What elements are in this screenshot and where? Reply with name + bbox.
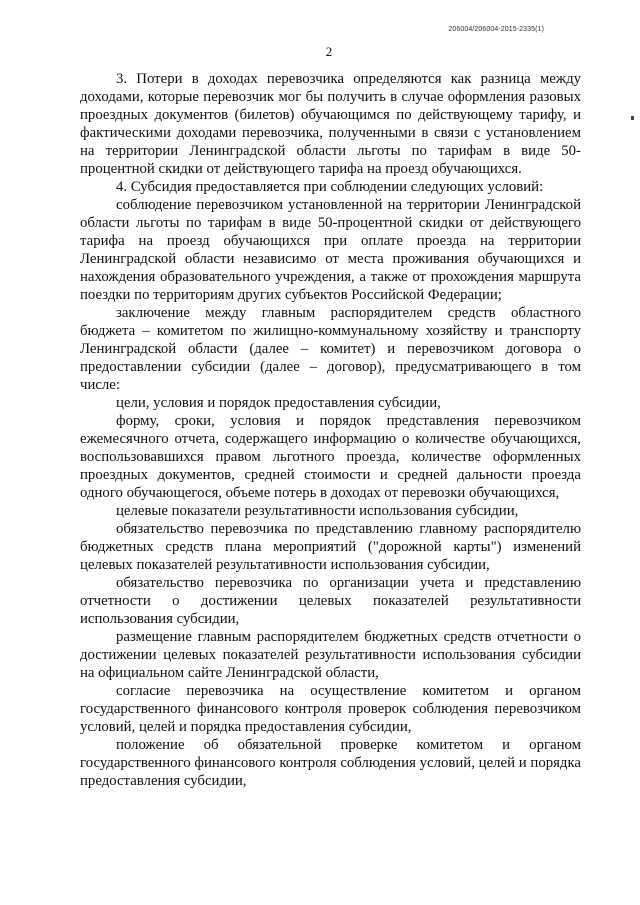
paragraph-roadmap: обязательство перевозчика по представлению главному распорядителю бюджетных средств плана мероприятий ("дорожной карты") изменений целевых показателей результативности использования субсидии,: [80, 521, 581, 573]
paragraph-target-indicators: целевые показатели результативности использования субсидии,: [116, 503, 519, 519]
paragraph-monthly-report: форму, сроки, условия и порядок представления перевозчиком ежемесячного отчета, содержащего информацию о количестве обучающихся, воспользовавшихся правом льготного проезда, количестве оформленных проездных документов, средней стоимости и средней дальности проезда одного обучающегося, объеме потерь в доходах от перевозки обучающихся,: [80, 413, 581, 501]
page-number: 2: [325, 44, 333, 59]
document-id: 206004/206004-2015-2335(1): [448, 26, 544, 33]
paragraph-goals-conditions: цели, условия и порядок предоставления субсидии,: [116, 395, 441, 411]
paragraph-losses-definition: 3. Потери в доходах перевозчика определяются как разница между доходами, которые перевозчик мог бы получить в случае оформления разовых проездных документов (билетов) обучающимся по действующему тарифу, и фактическими доходами перевозчика, полученными в связи с установлением на территории Ленинградской области льготы по тарифам в виде 50-процентной скидки от действующего тарифа на проезд обучающихся.: [80, 71, 581, 177]
document-body: [80, 70, 581, 790]
paragraph-publication: размещение главным распорядителем бюджетных средств отчетности о достижении целевых показателей результативности использования субсидии на официальном сайте Ленинградской области,: [80, 629, 581, 681]
paragraph-benefit-compliance: соблюдение перевозчиком установленной на территории Ленинградской области льготы по тарифам в виде 50-процентной скидки от действующего тарифа на проезд обучающихся при оплате проезда на территории Ленинградской области независимо от места проживания обучающихся и нахождения образовательного учреждения, а также от прохождения маршрута поездки по территориям других субъектов Российской Федерации;: [80, 197, 581, 303]
paragraph-audit-consent: согласие перевозчика на осуществление комитетом и органом государственного финансового контроля проверок соблюдения перевозчиком условий, целей и порядка предоставления субсидии,: [80, 683, 581, 735]
paragraph-reporting-obligation: обязательство перевозчика по организации учета и представлению отчетности о достижении целевых показателей результативности использования субсидии,: [80, 575, 581, 627]
paragraph-agreement: заключение между главным распорядителем средств областного бюджета – комитетом по жилищно-коммунальному хозяйству и транспорту Ленинградской области (далее – комитет) и перевозчиком договора о предоставлении субсидии (далее – договор), предусматривающего в том числе:: [80, 305, 581, 393]
scan-artifact: [631, 116, 634, 120]
paragraph-audit-provision: положение об обязательной проверке комитетом и органом государственного финансового контроля соблюдения условий, целей и порядка предоставления субсидии,: [80, 737, 581, 789]
paragraph-subsidy-conditions: 4. Субсидия предоставляется при соблюдении следующих условий:: [116, 179, 544, 195]
